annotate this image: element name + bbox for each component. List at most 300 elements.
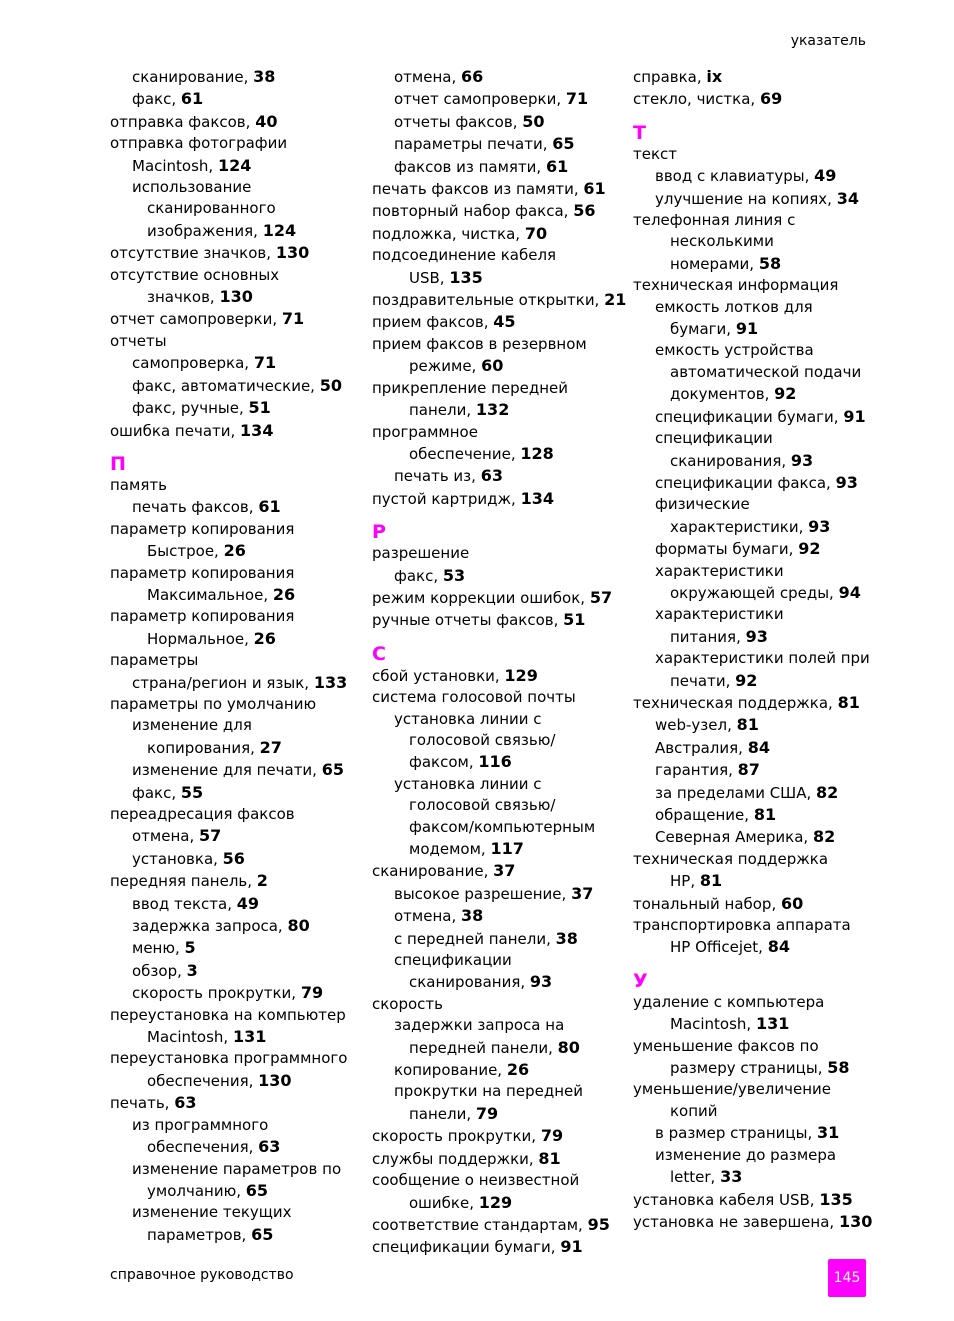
index-entry bbox=[372, 1059, 622, 1081]
index-entry bbox=[633, 1079, 873, 1100]
index-entry bbox=[372, 709, 622, 730]
index-entry-text: отмена, bbox=[394, 68, 461, 86]
index-entry bbox=[110, 1070, 360, 1092]
index-entry bbox=[110, 1048, 360, 1069]
index-entry bbox=[110, 352, 360, 374]
index-entry bbox=[372, 488, 622, 510]
index-entry-pages: 58 bbox=[827, 1058, 850, 1078]
index-entry-text: факс, bbox=[132, 783, 181, 802]
index-entry-text: HP, bbox=[670, 872, 700, 891]
index-entry-pages: 65 bbox=[251, 1224, 274, 1244]
index-entry-pages: 34 bbox=[836, 188, 859, 208]
index-entry bbox=[110, 1115, 360, 1136]
index-entry bbox=[633, 936, 873, 958]
index-entry-text: уменьшение факсов по bbox=[633, 1036, 819, 1055]
index-entry-text: номерами, bbox=[670, 254, 759, 273]
index-entry-pages: 26 bbox=[253, 628, 276, 648]
index-section-letter: С bbox=[372, 642, 386, 665]
index-entry bbox=[110, 804, 360, 825]
index-entry-text: установка, bbox=[132, 849, 223, 868]
index-entry-text: HP Officejet, bbox=[670, 938, 768, 957]
index-entry-pages: 134 bbox=[520, 488, 554, 508]
index-entry-text: автоматической подачи bbox=[670, 362, 862, 381]
index-entry bbox=[110, 265, 360, 286]
index-entry-text: установка линии с bbox=[394, 709, 542, 728]
index-entry bbox=[633, 626, 873, 648]
index-entry bbox=[633, 1166, 873, 1188]
index-entry bbox=[110, 1092, 360, 1114]
index-entry-text: страна/регион и язык, bbox=[132, 673, 314, 692]
index-entry-pages: 93 bbox=[835, 472, 858, 492]
index-entry-text: модемом, bbox=[409, 840, 491, 858]
index-entry bbox=[110, 308, 360, 330]
index-entry-pages: 80 bbox=[557, 1037, 580, 1057]
index-entry bbox=[633, 340, 873, 361]
index-entry bbox=[110, 242, 360, 264]
index-entry-pages: 87 bbox=[737, 760, 760, 780]
index-entry-text: спецификации бумаги, bbox=[372, 1238, 561, 1257]
index-entry-text: сканирования, bbox=[409, 973, 530, 992]
index-entry-text: скорость bbox=[372, 994, 444, 1013]
index-entry bbox=[110, 155, 360, 177]
index-section-letter: Т bbox=[633, 121, 646, 144]
index-entry bbox=[372, 905, 622, 927]
index-entry-pages: 81 bbox=[736, 715, 759, 735]
index-entry bbox=[633, 1122, 873, 1144]
index-entry bbox=[372, 774, 622, 795]
index-entry-text: факс, ручные, bbox=[132, 399, 249, 418]
index-entry bbox=[372, 609, 622, 631]
index-entry-pages: 56 bbox=[573, 201, 596, 221]
index-entry bbox=[110, 825, 360, 847]
index-entry-text: соответствие стандартам, bbox=[372, 1215, 588, 1234]
index-entry bbox=[633, 561, 873, 582]
index-column-2 bbox=[372, 66, 627, 1259]
index-entry-text: размеру страницы, bbox=[670, 1059, 828, 1078]
index-entry bbox=[633, 737, 873, 759]
index-entry-text: параметр копирования bbox=[110, 519, 295, 538]
index-entry-text: факс, автоматические, bbox=[132, 376, 320, 395]
index-entry-pages: 69 bbox=[759, 89, 783, 109]
index-entry bbox=[372, 950, 622, 971]
index-entry-text: ошибка печати, bbox=[110, 421, 241, 440]
index-entry bbox=[633, 582, 873, 604]
index-entry-text: в размер страницы, bbox=[655, 1124, 817, 1143]
index-entry-text: панели, bbox=[409, 401, 476, 420]
index-entry-pages: 66 bbox=[461, 67, 484, 86]
index-entry bbox=[633, 1036, 873, 1057]
index-entry-text: параметры по умолчанию bbox=[110, 694, 317, 713]
index-entry-text: копий bbox=[670, 1101, 718, 1120]
index-entry-pages: 124 bbox=[217, 155, 252, 175]
index-entry bbox=[372, 245, 622, 266]
index-entry bbox=[110, 540, 360, 562]
index-entry-text: задержка запроса, bbox=[132, 917, 288, 936]
index-entry-pages: 65 bbox=[321, 760, 344, 780]
index-entry-text: отмена, bbox=[132, 827, 199, 846]
index-entry-pages: 63 bbox=[480, 466, 503, 486]
index-entry-pages: 27 bbox=[259, 737, 282, 757]
index-entry bbox=[372, 883, 622, 905]
index-entry-text: Австралия, bbox=[655, 738, 748, 757]
index-entry bbox=[110, 563, 360, 584]
index-entry-text: web-узел, bbox=[655, 716, 737, 735]
index-entry bbox=[372, 267, 622, 289]
index-entry bbox=[372, 665, 622, 687]
index-entry-pages: 71 bbox=[253, 353, 277, 373]
index-entry bbox=[633, 538, 873, 560]
index-entry-pages: 81 bbox=[538, 1148, 561, 1168]
index-entry-text: текст bbox=[633, 144, 678, 163]
index-entry-pages: 60 bbox=[781, 893, 804, 913]
index-entry-text: умолчанию, bbox=[147, 1181, 246, 1200]
index-entry bbox=[110, 870, 360, 892]
index-entry-pages: 93 bbox=[808, 516, 831, 536]
index-entry-pages: 38 bbox=[461, 906, 484, 926]
index-entry-text: физические bbox=[655, 495, 750, 514]
index-entry bbox=[110, 737, 360, 759]
index-entry-text: отсутствие значков, bbox=[110, 244, 276, 263]
index-entry-pages: 80 bbox=[287, 916, 310, 936]
index-entry bbox=[633, 494, 873, 515]
index-entry bbox=[110, 111, 360, 133]
index-entry-pages: 92 bbox=[774, 384, 797, 404]
index-entry-pages: 132 bbox=[475, 400, 510, 420]
index-entry-pages: 37 bbox=[571, 883, 594, 903]
index-entry-pages: 131 bbox=[232, 1027, 267, 1047]
index-entry-text: обращение, bbox=[655, 806, 754, 824]
index-entry-text: стекло, чистка, bbox=[633, 90, 760, 109]
index-entry bbox=[372, 1170, 622, 1191]
index-entry-pages: 94 bbox=[838, 582, 861, 602]
index-entry-text: Северная Америка, bbox=[655, 828, 813, 847]
index-entry-text: окружающей среды, bbox=[670, 583, 839, 602]
index-entry-text: память bbox=[110, 475, 167, 494]
index-entry-text: панели, bbox=[409, 1104, 476, 1123]
index-entry-text: из программного bbox=[132, 1115, 269, 1134]
index-entry-text: факс, bbox=[394, 566, 443, 585]
index-entry bbox=[633, 893, 873, 915]
footer-title: справочное руководство bbox=[110, 1267, 294, 1283]
index-entry bbox=[110, 475, 360, 496]
index-entry-text: факсом/компьютерным bbox=[409, 817, 596, 836]
index-entry-text: телефонная линия с bbox=[633, 211, 796, 230]
index-entry bbox=[633, 406, 873, 428]
index-entry-text: бумаги, bbox=[670, 320, 736, 339]
index-entry-text: режиме, bbox=[409, 357, 482, 376]
index-entry-pages: 50 bbox=[522, 111, 545, 131]
index-entry-text: форматы бумаги, bbox=[655, 540, 799, 559]
index-entry bbox=[110, 759, 360, 781]
index-entry bbox=[633, 66, 873, 88]
index-entry bbox=[372, 1214, 622, 1236]
index-entry-text: изменение для bbox=[132, 716, 252, 735]
index-entry-text: подложка, чистка, bbox=[372, 224, 525, 243]
index-entry-pages: 91 bbox=[735, 319, 759, 339]
index-entry-text: печать факсов из памяти, bbox=[372, 180, 584, 199]
index-entry-pages: 71 bbox=[281, 309, 305, 329]
index-entry-text: поздравительные открытки, bbox=[372, 291, 605, 310]
index-column-1 bbox=[110, 66, 360, 1246]
index-entry-text: спецификации bbox=[394, 951, 512, 970]
index-entry-pages: 131 bbox=[755, 1014, 790, 1034]
index-entry-pages: 57 bbox=[199, 826, 222, 846]
index-entry-text: за пределами США, bbox=[655, 783, 817, 802]
index-entry-text: скорость прокрутки, bbox=[372, 1127, 541, 1146]
index-entry-pages: 84 bbox=[767, 937, 790, 957]
index-entry-pages: 70 bbox=[524, 223, 548, 243]
index-entry-text: обеспечения, bbox=[147, 1071, 259, 1090]
index-entry bbox=[372, 587, 622, 609]
index-entry bbox=[110, 331, 360, 352]
index-entry bbox=[110, 893, 360, 915]
index-entry bbox=[633, 759, 873, 781]
index-entry-text: питания, bbox=[670, 627, 746, 646]
index-entry-pages: 58 bbox=[758, 253, 782, 273]
index-entry bbox=[633, 253, 873, 275]
index-entry bbox=[372, 311, 622, 333]
index-entry-text: ошибке, bbox=[409, 1193, 479, 1212]
index-entry-pages: 71 bbox=[565, 89, 589, 109]
index-entry-pages: 26 bbox=[272, 584, 296, 604]
running-header: указатель bbox=[790, 33, 866, 49]
index-entry bbox=[110, 1136, 360, 1158]
index-entry bbox=[633, 1211, 873, 1233]
index-entry-text: параметры bbox=[110, 651, 199, 670]
index-entry-pages: 55 bbox=[180, 782, 204, 802]
index-entry-pages: 93 bbox=[529, 972, 553, 992]
index-entry bbox=[372, 355, 622, 377]
index-entry-text: режим коррекции ошибок, bbox=[372, 588, 590, 607]
index-entry-text: характеристики, bbox=[670, 517, 809, 536]
index-entry-text: повторный набор факса, bbox=[372, 202, 574, 221]
index-entry-text: печать факсов, bbox=[132, 498, 259, 517]
index-entry bbox=[372, 200, 622, 222]
index-entry bbox=[633, 88, 873, 110]
index-entry-text: Macintosh, bbox=[147, 1028, 233, 1047]
index-entry-text: переустановка программного bbox=[110, 1049, 348, 1068]
index-entry bbox=[372, 443, 622, 465]
index-entry bbox=[372, 422, 622, 443]
index-entry-text: установка не завершена, bbox=[633, 1212, 839, 1231]
index-entry-pages: 128 bbox=[520, 443, 554, 463]
index-entry-text: параметр копирования bbox=[110, 607, 295, 626]
index-entry-text: использование bbox=[132, 178, 252, 197]
index-entry bbox=[110, 88, 360, 110]
index-entry-text: техническая поддержка bbox=[633, 849, 829, 868]
index-entry-pages: 33 bbox=[720, 1167, 743, 1187]
index-entry-text: документов, bbox=[670, 385, 775, 404]
index-entry-text: печать, bbox=[110, 1094, 175, 1113]
index-entry-text: сканирования, bbox=[670, 451, 791, 470]
index-entry-pages: 129 bbox=[478, 1192, 513, 1212]
index-entry bbox=[633, 210, 873, 231]
index-entry bbox=[372, 1015, 622, 1036]
index-entry bbox=[110, 782, 360, 804]
index-entry bbox=[633, 1189, 873, 1211]
index-entry-text: техническая поддержка, bbox=[633, 693, 838, 712]
index-entry-text: прием факсов, bbox=[372, 313, 494, 332]
index-entry-text: справка, bbox=[633, 68, 707, 86]
index-entry bbox=[372, 971, 622, 993]
index-entry bbox=[633, 870, 873, 892]
index-entry-text: обеспечение, bbox=[409, 444, 521, 463]
index-entry-text: с передней панели, bbox=[394, 929, 556, 948]
index-entry-pages: 61 bbox=[583, 179, 606, 199]
index-entry-text: спецификации факса, bbox=[655, 473, 836, 492]
page-number-badge: 145 bbox=[828, 1259, 866, 1297]
index-entry bbox=[633, 692, 873, 714]
index-entry-text: изображения, bbox=[147, 221, 263, 240]
index-entry bbox=[633, 915, 873, 936]
index-entry-pages: 129 bbox=[504, 665, 538, 685]
index-entry bbox=[110, 519, 360, 540]
index-entry-pages: 130 bbox=[838, 1211, 873, 1231]
index-entry bbox=[633, 670, 873, 692]
index-entry-text: сканирование, bbox=[132, 68, 254, 86]
index-entry bbox=[633, 297, 873, 318]
index-entry bbox=[110, 982, 360, 1004]
index-entry bbox=[110, 198, 360, 219]
index-entry bbox=[372, 543, 622, 564]
index-entry-text: меню, bbox=[132, 939, 185, 958]
index-entry bbox=[633, 714, 873, 736]
index-entry-pages: 130 bbox=[275, 243, 310, 263]
index-entry-text: отчет самопроверки, bbox=[110, 310, 282, 329]
index-entry-text: прием факсов в резервном bbox=[372, 334, 587, 353]
index-entry bbox=[372, 928, 622, 950]
index-entry-text: установка линии с bbox=[394, 774, 542, 793]
index-entry-text: скорость прокрутки, bbox=[132, 984, 301, 1003]
index-entry bbox=[372, 88, 622, 110]
index-entry-text: отмена, bbox=[394, 907, 461, 926]
index-entry-pages: 40 bbox=[255, 111, 278, 131]
index-entry-pages: ix bbox=[706, 67, 723, 86]
index-entry bbox=[633, 144, 873, 165]
index-entry-text: высокое разрешение, bbox=[394, 884, 572, 903]
index-entry-pages: 2 bbox=[256, 871, 268, 891]
index-entry-pages: 81 bbox=[837, 692, 860, 712]
index-entry-pages: 79 bbox=[475, 1103, 499, 1123]
index-entry bbox=[372, 730, 622, 751]
index-entry-text: отчет самопроверки, bbox=[394, 90, 566, 109]
index-entry bbox=[110, 694, 360, 715]
index-entry-text: прокрутки на передней bbox=[394, 1082, 583, 1101]
index-entry-pages: 95 bbox=[587, 1214, 610, 1234]
index-entry bbox=[633, 604, 873, 625]
index-entry-pages: 21 bbox=[604, 290, 627, 310]
index-entry-text: факсов из памяти, bbox=[394, 157, 546, 176]
index-entry bbox=[110, 1224, 360, 1246]
index-entry bbox=[110, 1005, 360, 1026]
index-entry-pages: 93 bbox=[745, 626, 768, 646]
index-entry bbox=[633, 165, 873, 187]
index-entry-text: службы поддержки, bbox=[372, 1149, 539, 1168]
index-entry bbox=[110, 848, 360, 870]
index-entry-text: голосовой связью/ bbox=[409, 730, 556, 749]
index-entry-text: несколькими bbox=[670, 232, 774, 251]
index-entry-pages: 60 bbox=[481, 356, 504, 376]
index-entry-text: изменение до размера bbox=[655, 1145, 837, 1164]
index-entry-pages: 26 bbox=[223, 541, 246, 561]
index-entry bbox=[633, 383, 873, 405]
index-entry-text: отправка факсов, bbox=[110, 112, 256, 131]
index-entry-pages: 49 bbox=[236, 893, 260, 913]
index-entry-pages: 38 bbox=[555, 928, 578, 948]
index-entry bbox=[110, 650, 360, 671]
index-entry-pages: 3 bbox=[186, 960, 198, 980]
index-entry-text: уменьшение/увеличение bbox=[633, 1080, 832, 1099]
index-entry bbox=[372, 565, 622, 587]
index-entry-pages: 38 bbox=[253, 67, 276, 86]
index-entry bbox=[110, 672, 360, 694]
index-entry bbox=[633, 1145, 873, 1166]
index-section-letter: Р bbox=[372, 521, 386, 544]
index-entry bbox=[372, 795, 622, 816]
index-entry-text: обзор, bbox=[132, 961, 187, 980]
index-entry bbox=[110, 66, 360, 88]
index-entry-text: параметры печати, bbox=[394, 135, 553, 154]
index-entry bbox=[372, 156, 622, 178]
index-entry-pages: 124 bbox=[262, 220, 297, 240]
index-entry-pages: 81 bbox=[753, 805, 777, 824]
index-entry bbox=[372, 1192, 622, 1214]
index-entry-text: характеристики bbox=[655, 605, 784, 624]
index-entry-text: сбой установки, bbox=[372, 666, 505, 685]
index-entry bbox=[633, 826, 873, 848]
index-column-3 bbox=[633, 66, 873, 1233]
index-entry-text: параметров, bbox=[147, 1225, 252, 1244]
index-entry bbox=[372, 687, 622, 708]
index-entry-text: ручные отчеты факсов, bbox=[372, 611, 564, 630]
index-entry-text: характеристики полей при bbox=[655, 649, 870, 668]
index-entry-pages: 92 bbox=[735, 670, 758, 690]
index-entry-text: отсутствие основных bbox=[110, 265, 280, 284]
index-entry bbox=[633, 428, 873, 449]
index-entry bbox=[372, 1037, 622, 1059]
index-entry-text: прикрепление передней bbox=[372, 378, 569, 397]
index-entry-text: копирования, bbox=[147, 738, 260, 757]
index-entry-text: печати, bbox=[670, 671, 736, 690]
index-entry bbox=[633, 1013, 873, 1035]
index-entry-text: изменение текущих bbox=[132, 1203, 292, 1222]
index-entry-text: Macintosh, bbox=[670, 1015, 756, 1034]
index-entry-pages: 63 bbox=[258, 1137, 281, 1157]
index-entry-text: USB, bbox=[409, 268, 450, 287]
index-entry-text: сканированного bbox=[147, 199, 276, 218]
index-entry bbox=[633, 849, 873, 870]
index-entry-pages: 51 bbox=[248, 398, 271, 418]
index-entry bbox=[110, 420, 360, 442]
index-entry-text: изменение для печати, bbox=[132, 761, 322, 780]
index-entry bbox=[633, 1101, 873, 1122]
index-entry-pages: 49 bbox=[814, 166, 837, 186]
index-entry bbox=[372, 334, 622, 355]
index-entry-text: гарантия, bbox=[655, 761, 738, 780]
index-entry-text: передней панели, bbox=[409, 1038, 558, 1057]
index-entry-pages: 79 bbox=[300, 983, 324, 1003]
index-entry bbox=[372, 133, 622, 155]
index-entry bbox=[372, 751, 622, 773]
index-entry bbox=[110, 1026, 360, 1048]
index-entry bbox=[372, 1081, 622, 1102]
index-entry bbox=[633, 188, 873, 210]
index-entry bbox=[372, 1148, 622, 1170]
index-entry-pages: 82 bbox=[812, 827, 836, 847]
index-entry-pages: 130 bbox=[258, 1070, 292, 1090]
index-entry bbox=[110, 960, 360, 982]
index-entry bbox=[110, 375, 360, 397]
